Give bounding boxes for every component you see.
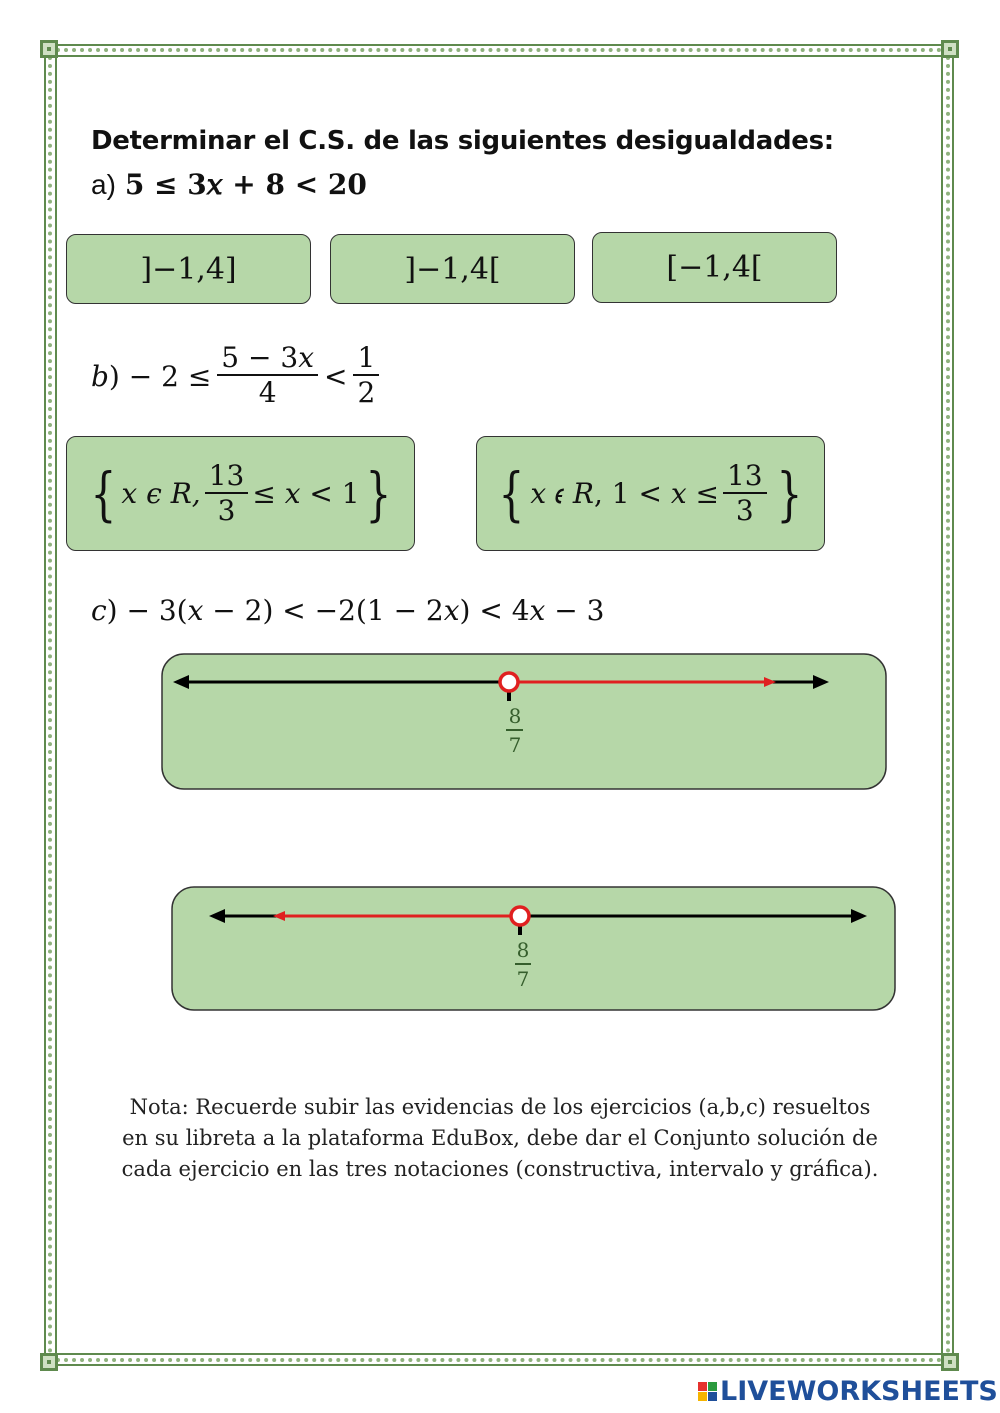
note-text: [62, 1092, 938, 1185]
liveworksheets-logo-icon: [698, 1382, 717, 1401]
point-denominator: 7: [516, 967, 530, 991]
corner-ornament-top-left: [40, 40, 58, 58]
option-b2-fraction: [723, 460, 767, 528]
answer-option-c1[interactable]: [161, 653, 887, 790]
corner-ornament-bottom-left: [40, 1353, 58, 1371]
note-line-2: en su libreta a la plataforma EduBox, debe dar el Conjunto solución de: [122, 1126, 878, 1150]
point-numerator: 8: [508, 704, 522, 728]
answer-option-a3[interactable]: [−1,4[: [592, 232, 837, 303]
option-b1-suffix: ≤ 𝑥 < 1: [252, 477, 360, 510]
liveworksheets-brand[interactable]: [698, 1376, 998, 1407]
problem-c-expression: 𝑐) − 3(𝑥 − 2) < −2(1 − 2𝑥) < 4𝑥 − 3: [91, 594, 605, 627]
problem-b: [91, 336, 385, 416]
left-brace: {: [90, 459, 116, 528]
point-denominator: 7: [508, 733, 522, 757]
number-line-left: [171, 886, 896, 1011]
option-b2-prefix: 𝑥 𝜖 𝑅, 1 < 𝑥 ≤: [530, 476, 719, 510]
brand-name: LIVEWORKSHEETS: [720, 1376, 998, 1407]
left-brace: {: [499, 459, 525, 528]
answer-option-b1[interactable]: [66, 436, 415, 551]
option-b1-numerator: 13: [205, 460, 249, 494]
problem-b-rhs-denominator: 2: [357, 376, 376, 410]
note-line-3: cada ejercicio en las tres notaciones (constructiva, intervalo y gráfica).: [121, 1157, 879, 1181]
worksheet-title: Determinar el C.S. de las siguientes desigualdades:: [91, 126, 834, 156]
answer-option-c2[interactable]: [171, 886, 896, 1011]
option-b1-prefix: 𝑥 𝜖 𝑅,: [121, 477, 201, 510]
answer-option-b2[interactable]: [476, 436, 825, 551]
right-brace: }: [365, 459, 391, 528]
option-b2-denominator: 3: [735, 493, 754, 527]
problem-b-rhs-fraction: [353, 342, 379, 410]
problem-a-expression: 5 ≤ 3𝑥 + 8 < 20: [124, 168, 367, 201]
option-b1-fraction: [205, 460, 249, 528]
option-b1-denominator: 3: [217, 493, 236, 527]
answer-option-a2[interactable]: ]−1,4[: [330, 234, 575, 304]
right-brace: }: [776, 459, 802, 528]
answer-option-a1[interactable]: ]−1,4]: [66, 234, 311, 304]
problem-b-rhs-numerator: 1: [353, 342, 379, 376]
number-line-right: [161, 653, 887, 790]
problem-b-fraction: [217, 342, 318, 410]
corner-ornament-bottom-right: [941, 1353, 959, 1371]
problem-b-numerator: 5 − 3𝑥: [217, 342, 318, 376]
problem-b-denominator: 4: [258, 376, 277, 410]
option-b2-numerator: 13: [723, 460, 767, 494]
problem-b-label: 𝑏) − 2 ≤: [91, 359, 212, 393]
corner-ornament-top-right: [941, 40, 959, 58]
note-line-1: Nota: Recuerde subir las evidencias de los ejercicios (a,b,c) resueltos: [129, 1095, 871, 1119]
problem-a-label: a): [91, 169, 116, 200]
problem-b-less-sign: <: [323, 359, 348, 393]
point-numerator: 8: [516, 938, 530, 962]
problem-a: [91, 168, 367, 201]
